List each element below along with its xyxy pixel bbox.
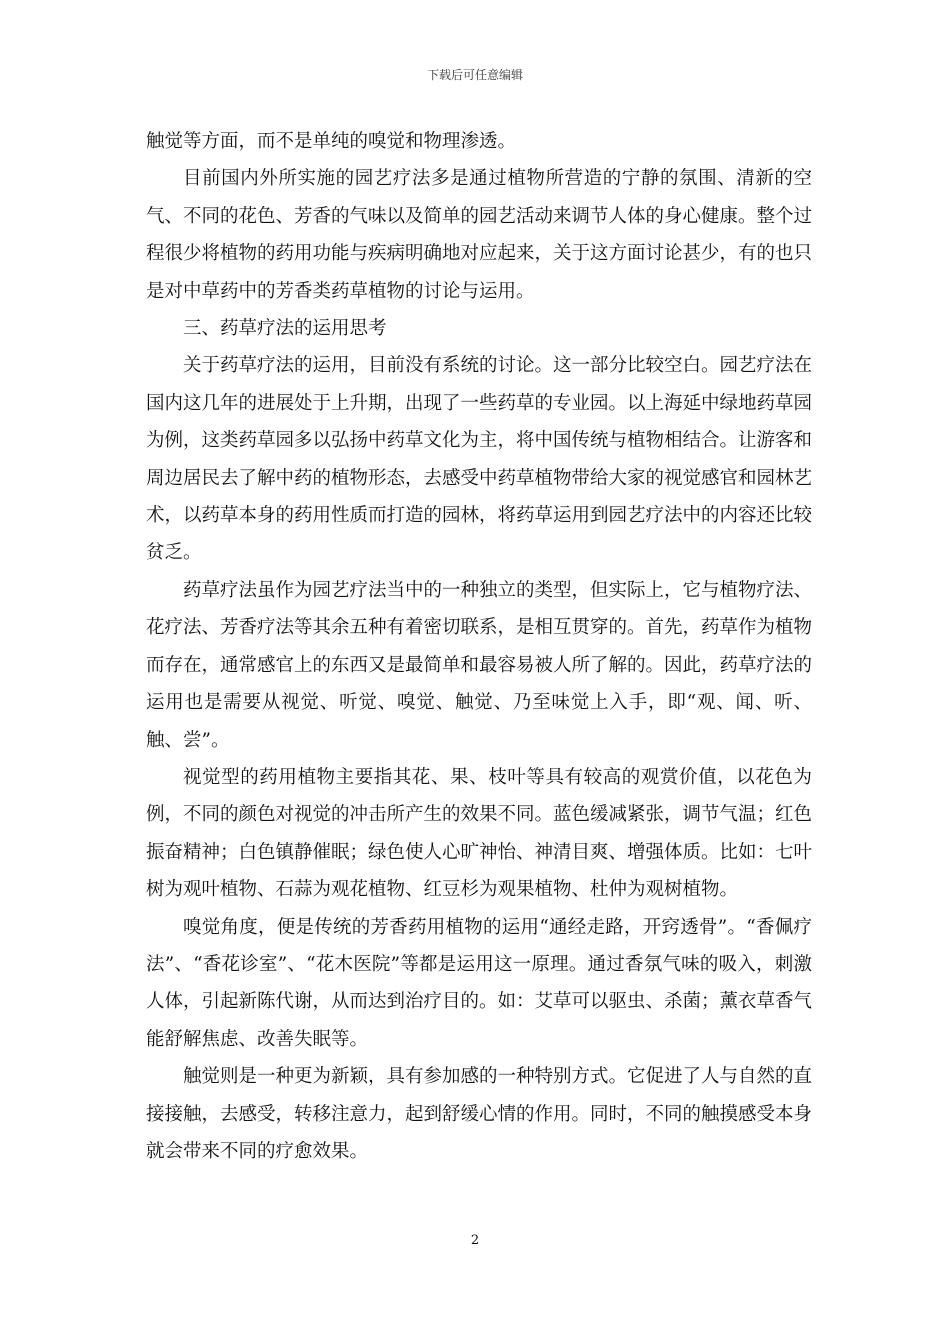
page-header: 下载后可任意编辑: [426, 68, 523, 82]
document-body: [146, 123, 812, 1170]
paragraph-tactile: 触觉则是一种更为新颖，具有参加感的一种特别方式。它促进了人与自然的直接接触，去感受，转移注意力，起到舒缓心情的作用。同时，不同的触摸感受本身就会带来不同的疗愈效果。: [146, 1066, 813, 1162]
paragraph-herbal-therapy-type: 药草疗法虽作为园艺疗法当中的一种独立的类型，但实际上，它与植物疗法、花疗法、芳香疗法等其余五种有着密切联系，是相互贯穿的。首先，药草作为植物而存在，通常感官上的东西又是最简单和最容易被人所了解的。因此，药草疗法的运用也是需要从视觉、听觉、嗅觉、触觉、乃至味觉上入手，即“观、闻、听、触、尝”。: [146, 579, 813, 751]
paragraph-herbal-therapy-application: 关于药草疗法的运用，目前没有系统的讨论。这一部分比较空白。园艺疗法在国内这几年的进展处于上升期，出现了一些药草的专业园。以上海延中绿地药草园为例，这类药草园多以弘扬中药草文化为主，将中国传统与植物相结合。让游客和周边居民去了解中药的植物形态，去感受中药草植物带给大家的视觉感官和园林艺术，以药草本身的药用性质而打造的园林，将药草运用到园艺疗法中的内容还比较贫乏。: [146, 355, 813, 564]
paragraph-visual: 视觉型的药用植物主要指其花、果、枝叶等具有较高的观赏价值，以花色为例，不同的颜色对视觉的冲击所产生的效果不同。蓝色缓减紧张，调节气温；红色振奋精神；白色镇静催眠；绿色使人心旷神怡、神清目爽、增强体质。比如：七叶树为观叶植物、石蒜为观花植物、红豆杉为观果植物、杜仲为观树植物。: [146, 766, 813, 901]
section-heading: 三、药草疗法的运用思考: [183, 318, 387, 340]
paragraph-olfactory: 嗅觉角度，便是传统的芳香药用植物的运用“通经走路，开窍透骨”。“香佩疗法”、“香花诊室”、“花木医院”等都是运用这一原理。通过香氛气味的吸入，刺激人体，引起新陈代谢，从而达到治疗目的。如：艾草可以驱虫、杀菌；薰衣草香气能舒解焦虑、改善失眠等。: [146, 916, 813, 1050]
page-number: 2: [470, 1233, 480, 1248]
paragraph-continuation: 触觉等方面，而不是单纯的嗅觉和物理渗透。: [146, 131, 517, 152]
paragraph-horticultural-therapy: 目前国内外所实施的园艺疗法多是通过植物所营造的宁静的氛围、清新的空气、不同的花色、芳香的气味以及简单的园艺活动来调节人体的身心健康。整个过程很少将植物的药用功能与疾病明确地对应起来，关于这方面讨论甚少，有的也只是对中草药中的芳香类药草植物的讨论与运用。: [146, 168, 813, 302]
